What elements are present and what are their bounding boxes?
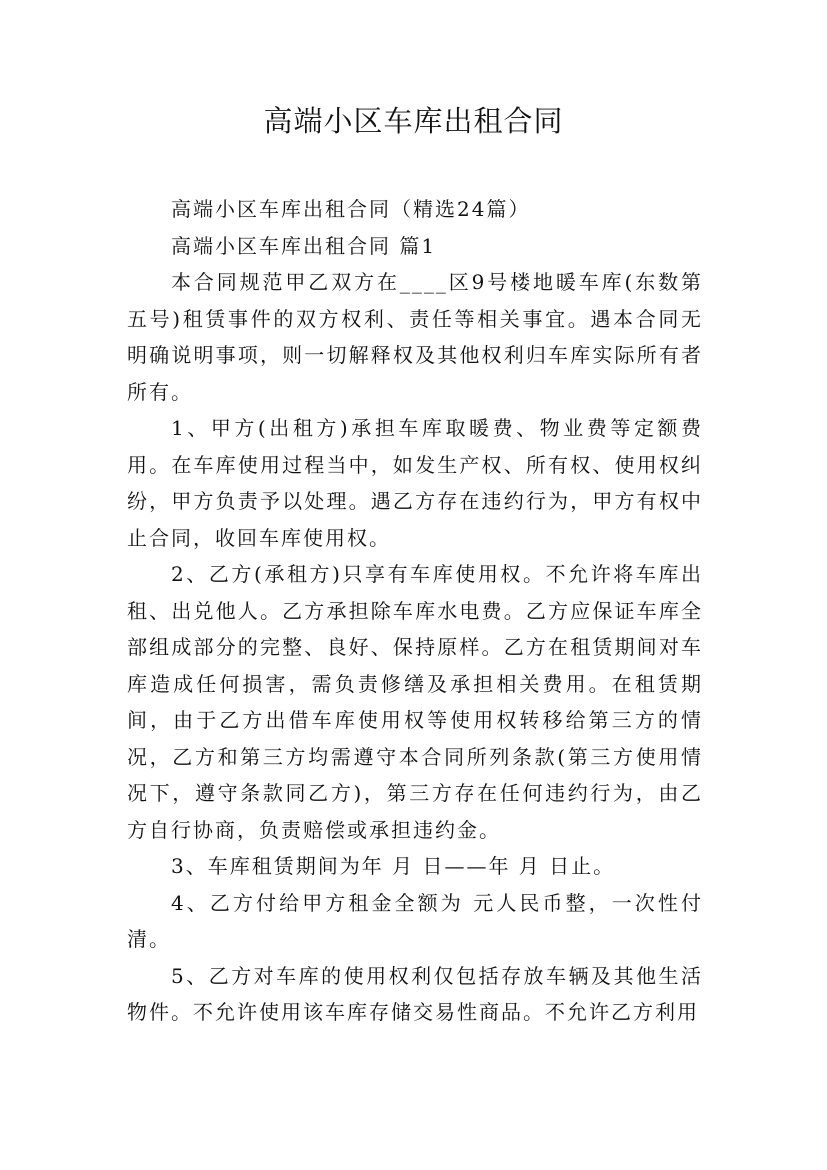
clause-5: 5、乙方对车库的使用权利仅包括存放车辆及其他生活物件。不允许使用该车库存储交易性商品。不允许乙方利用 (127, 963, 703, 1024)
subtitle-line: 高端小区车库出租合同（精选24篇） (171, 197, 531, 221)
clause-3: 3、车库租赁期间为年 月 日——年 月 日止。 (171, 854, 616, 878)
clause-4: 4、乙方付给甲方租金全额为 元人民币整，一次性付清。 (127, 890, 703, 951)
intro-paragraph: 本合同规范甲乙双方在____区9号楼地暖车库(东数第五号)租赁事件的双方权利、责任等相关事宜。遇本合同无明确说明事项，则一切解释权及其他权利归车库实际所有者所有。 (127, 270, 703, 404)
clause-1: 1、甲方(出租方)承担车库取暖费、物业费等定额费用。在车库使用过程当中，如发生产权、所有权、使用权纠纷，甲方负责予以处理。遇乙方存在违约行为，甲方有权中止合同，收回车库使用权。 (127, 416, 703, 550)
document-title: 高端小区车库出租合同 (263, 104, 564, 138)
document-body (127, 191, 703, 1031)
clause-2: 2、乙方(承租方)只享有车库使用权。不允许将车库出租、出兑他人。乙方承担除车库水电费。乙方应保证车库全部组成部分的完整、良好、保持原样。乙方在租赁期间对车库造成任何损害，需负责修缮及承担相关费用。在租赁期间，由于乙方出借车库使用权等使用权转移给第三方的情况，乙方和第三方均需遵守本合同所列条款(第三方使用情况下，遵守条款同乙方)，第三方存在任何违约行为，由乙方自行协商，负责赔偿或承担违约金。 (127, 562, 703, 842)
section-heading: 高端小区车库出租合同 篇1 (171, 233, 437, 258)
